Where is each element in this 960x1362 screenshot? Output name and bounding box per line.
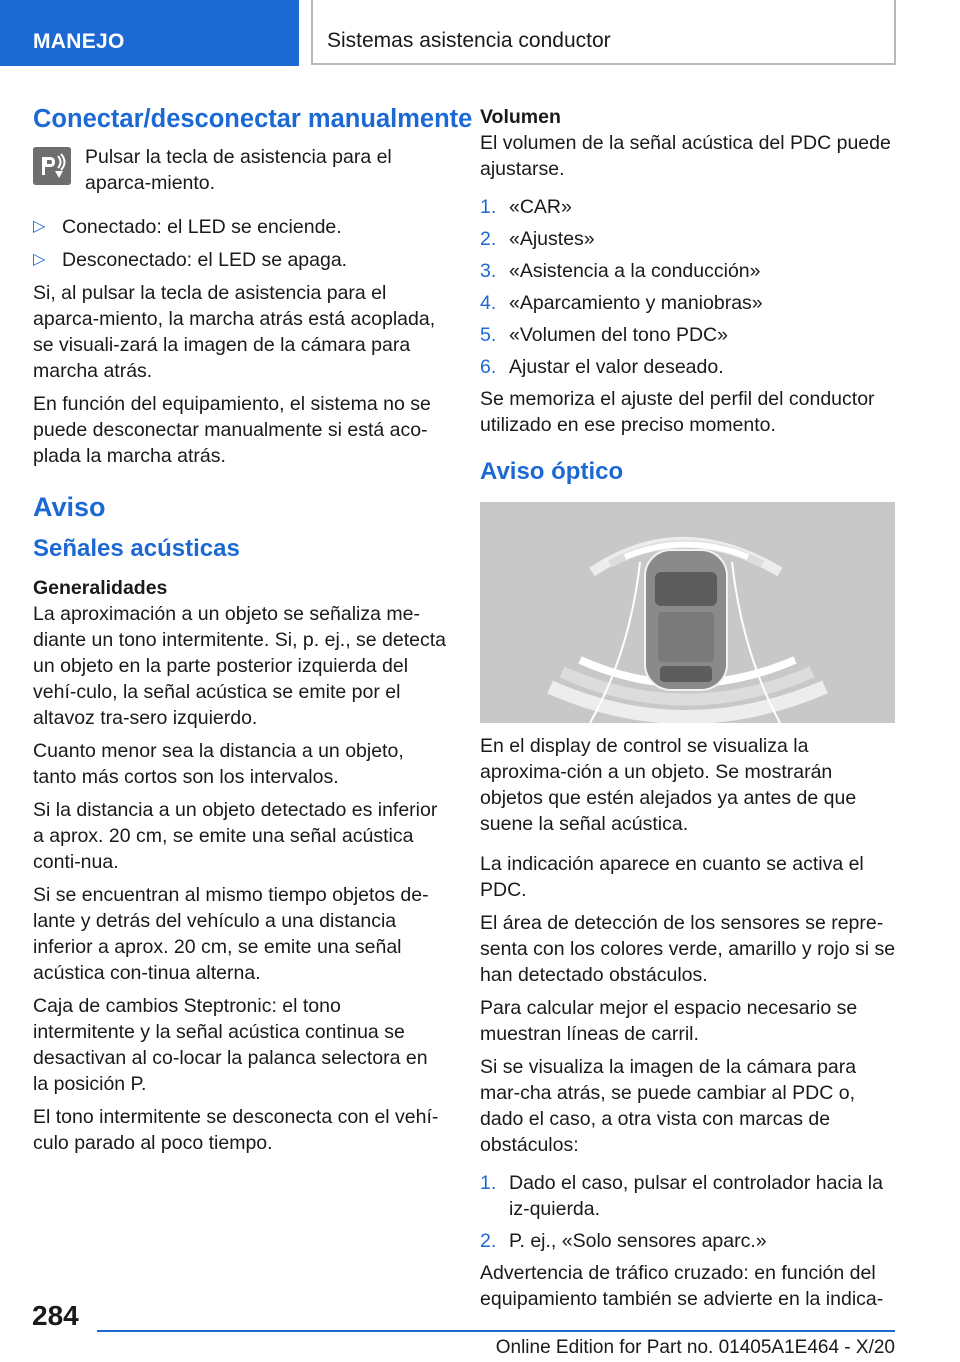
paragraph: En el display de control se visualiza la aproxima‐ción a un objeto. Se mostrarán objetos que estén alejados ya antes de que suene la señal acústica. [480, 735, 857, 835]
step-text: Dado el caso, pulsar el controlador hacia la iz‐quierda. [509, 1172, 883, 1220]
triangle-bullet-icon: ▷ [33, 251, 46, 268]
heading-manual-toggle: Conectar/desconectar manualmente [33, 105, 473, 133]
section-label: MANEJO [33, 30, 125, 53]
step-text: «Ajustes» [509, 228, 595, 250]
step-number: 1. [480, 196, 497, 218]
sub-heading: Volumen [480, 106, 561, 128]
subsection-title: Señales acústicas [33, 535, 240, 562]
footer-edition: Online Edition for Part no. 01405A1E464 - X/20 [495, 1337, 895, 1358]
pdc-display-illustration [480, 502, 895, 723]
paragraph: La indicación aparece en cuanto se activa el PDC. [480, 853, 864, 901]
step-number: 2. [480, 1230, 497, 1252]
paragraph: Para calcular mejor el espacio necesario se muestran líneas de carril. [480, 997, 858, 1045]
section-title: Aviso óptico [480, 458, 624, 485]
paragraph: Cuanto menor sea la distancia a un objeto, tanto más cortos son los intervalos. [33, 740, 404, 788]
step-number: 5. [480, 324, 497, 346]
paragraph: La aproximación a un objeto se señaliza me‐diante un tono intermitente. Si, p. ej., se detecta un objeto en la parte posterior izquierda del vehí‐culo, la señal acústica se emite por el altavoz tra‐sero izquierdo. [33, 603, 447, 729]
step-text: «CAR» [509, 196, 572, 218]
list-item [480, 258, 898, 284]
list-item [33, 214, 448, 240]
list-item [480, 354, 898, 380]
step-text: «Volumen del tono PDC» [509, 324, 728, 346]
list-item [480, 322, 898, 348]
bullet-text: Desconectado: el LED se apaga. [62, 249, 348, 271]
step-number: 1. [480, 1172, 497, 1194]
paragraph: Advertencia de tráfico cruzado: en función del equipamiento también se advierte en la indica‐ [480, 1262, 884, 1310]
paragraph: Si la distancia a un objeto detectado es inferior a aprox. 20 cm, se emite una señal acústica conti‐nua. [33, 799, 438, 873]
paragraph: El volumen de la señal acústica del PDC puede ajustarse. [480, 132, 891, 180]
bullet-text: Conectado: el LED se enciende. [62, 216, 342, 238]
step-text: «Asistencia a la conducción» [509, 260, 761, 282]
paragraph: Se memoriza el ajuste del perfil del conductor utilizado en ese preciso momento. [480, 388, 875, 436]
paragraph: El tono intermitente se desconecta con el vehí‐culo parado al poco tiempo. [33, 1106, 439, 1154]
paragraph: Si se visualiza la imagen de la cámara para mar‐cha atrás, se puede cambiar al PDC o, dado el caso, a otra vista con marcas de obstáculos: [480, 1056, 857, 1156]
step-number: 4. [480, 292, 497, 314]
step-text: Ajustar el valor deseado. [509, 356, 724, 378]
step-number: 2. [480, 228, 497, 250]
list-item [480, 194, 898, 220]
section-tab [0, 0, 299, 66]
list-item [480, 1228, 898, 1254]
paragraph: Si, al pulsar la tecla de asistencia para el aparca‐miento, la marcha atrás está acoplada, se visuali‐zará la imagen de la cámara para marcha atrás. [33, 282, 436, 382]
step-text: P. ej., «Solo sensores aparc.» [509, 1230, 767, 1252]
icon-instruction [33, 144, 448, 202]
list-item [480, 290, 898, 316]
paragraph: En función del equipamiento, el sistema no se puede desconectar manualmente si está aco‐plada la marcha atrás. [33, 393, 431, 467]
step-number: 6. [480, 356, 497, 378]
chapter-label: Sistemas asistencia conductor [327, 29, 611, 52]
paragraph: Caja de cambios Steptronic: el tono intermitente y la señal acústica continua se desactivan al co‐locar la palanca selectora en la posición P. [33, 995, 428, 1095]
paragraph: Si se encuentran al mismo tiempo objetos de‐lante y detrás del vehículo a una distancia inferior a aprox. 20 cm, se emite una señal acústica con‐tinua alterna. [33, 884, 429, 984]
triangle-bullet-icon: ▷ [33, 218, 46, 235]
step-number: 3. [480, 260, 497, 282]
chapter-header [311, 0, 896, 65]
parking-assistant-icon [33, 147, 71, 185]
sub-heading: Generalidades [33, 577, 168, 599]
footer-divider [97, 1330, 895, 1332]
list-item [33, 247, 448, 273]
icon-instruction-text: Pulsar la tecla de asistencia para el aparca‐miento. [85, 146, 392, 194]
list-item [480, 226, 898, 252]
step-text: «Aparcamiento y maniobras» [509, 292, 763, 314]
left-column [33, 100, 473, 1163]
right-column [480, 100, 898, 1319]
page-number: 284 [32, 1300, 79, 1331]
paragraph: El área de detección de los sensores se repre‐senta con los colores verde, amarillo y rojo si se han detectado obstáculos. [480, 912, 896, 986]
section-title: Aviso [33, 492, 106, 522]
list-item [480, 1170, 898, 1222]
